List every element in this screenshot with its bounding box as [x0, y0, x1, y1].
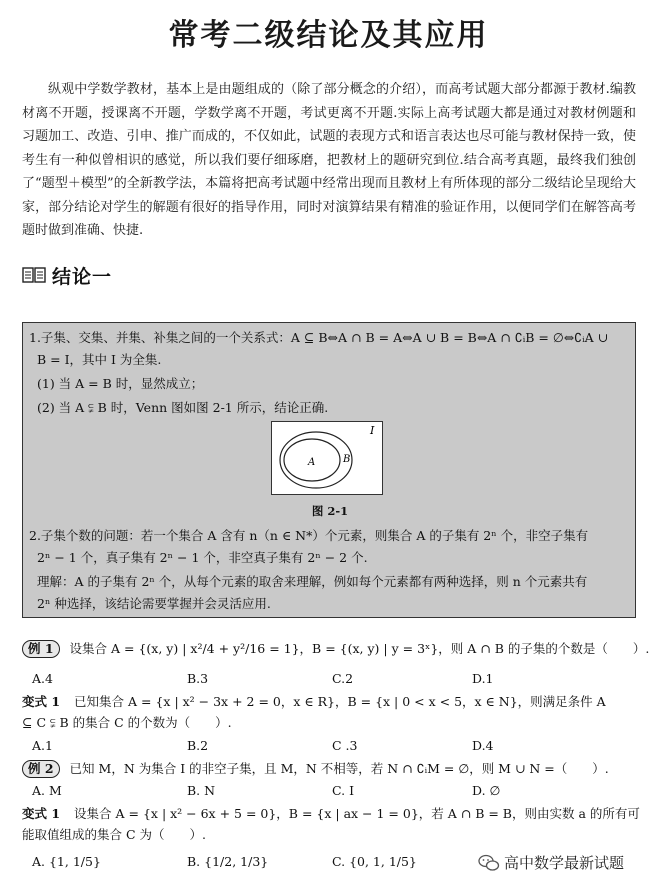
box-line-1: 1.子集、交集、并集、补集之间的一个关系式：A ⊆ B⇔A ∩ B = A⇔A ∪ B = B⇔A ∩ ∁ᵢB = ∅⇔∁ᵢA ∪: [29, 330, 609, 345]
page-title: 常考二级结论及其应用: [168, 18, 489, 53]
venn-diagram: [271, 421, 383, 495]
example-2-options: [32, 783, 632, 801]
venn-set-b: [280, 432, 352, 488]
wechat-icon: [478, 854, 500, 872]
example-1: [22, 640, 649, 658]
box-line-7: 理解：A 的子集有 2ⁿ 个，从每个元素的取舍来理解，例如每个元素都有两种选择，则 n 个元素共有: [37, 574, 588, 589]
variant-1-line-2: ⊆ C ⫋ B 的集合 C 的个数为（ ）.: [22, 715, 232, 730]
venn-svg: [272, 422, 382, 494]
watermark-text: 高中数学最新试题: [504, 854, 625, 872]
figure-caption: 图 2-1: [311, 504, 349, 518]
variant-2-line-2: 能取值组成的集合 C 为（ ）.: [22, 827, 206, 842]
box-line-3: (1) 当 A = B 时，显然成立；: [37, 376, 204, 391]
wechat-watermark: [478, 852, 624, 873]
section-label: 结论一: [52, 265, 113, 288]
example-1-options: [32, 671, 632, 689]
option-c: C. I: [332, 783, 355, 798]
example-2-text: 已知 M，N 为集合 I 的非空子集，且 M，N 不相等，若 N ∩ ∁ᵢM = ∅，则 M ∪ N =（ ）.: [69, 761, 609, 776]
option-b: B. {1/2, 1/3}: [187, 854, 269, 869]
book-icon: [22, 266, 46, 284]
intro-paragraph: 纵观中学数学教材，基本上是由题组成的（除了部分概念的介绍），而高考试题大部分都源于教材.编教材离不开题，授课离不开题，学数学离不开题，考试更离不开题.实际上高考试题大都是通过对教材例题和习题加工、改造、引申、推广而成的，不仅如此，试题的表现方式和语言表达也尽可能与教材保持一致，使考生有一种似曾相识的感觉，所以我们要仔细琢磨，把教材上的题研究到位.结合高考真题，最终我们独创了“题型＋模型”的全新教学法，本篇将把高考试题中经常出现而且教材上有所体现的部分二级结论呈现给大家，部分结论对学生的解题有很好的指导作用，同时对演算结果有精准的验证作用，以便同学们在解答高考题时做到准确、快捷.: [22, 82, 636, 238]
section-heading: [22, 262, 112, 288]
example-1-text: 设集合 A = {(x, y) | x²/4 + y²/16 = 1}，B = {(x, y) | y = 3ˣ}，则 A ∩ B 的子集的个数是（ ）.: [69, 641, 650, 656]
box-line-5: 2.子集个数的问题：若一个集合 A 含有 n（n ∈ N*）个元素，则集合 A 的子集有 2ⁿ 个，非空子集有: [29, 528, 589, 543]
option-d: D. ∅: [472, 783, 501, 798]
option-b: B.3: [187, 671, 209, 686]
venn-label-b: B: [343, 454, 351, 465]
option-d: D.1: [472, 671, 494, 686]
variant-label: 变式 1: [22, 694, 61, 709]
option-d: D.4: [472, 738, 494, 753]
variant-2: [22, 805, 640, 823]
option-a: A.1: [32, 738, 53, 753]
box-line-4: (2) 当 A ⫋ B 时，Venn 图如图 2-1 所示，结论正确.: [37, 400, 329, 415]
variant-2-line-1: 设集合 A = {x | x² − 6x + 5 = 0}，B = {x | ax − 1 = 0}，若 A ∩ B = B，则由实数 a 的所有可: [74, 806, 640, 821]
option-a: A. {1, 1/5}: [32, 854, 101, 869]
option-b: B.2: [187, 738, 209, 753]
box-line-8: 2ⁿ 种选择，该结论需要掌握并会灵活应用.: [37, 596, 271, 611]
example-badge: 例 2: [22, 760, 60, 778]
option-a: A.4: [32, 671, 53, 686]
venn-label-i: I: [370, 424, 375, 437]
option-c: C. {0, 1, 1/5}: [332, 854, 417, 869]
box-line-6: 2ⁿ − 1 个，真子集有 2ⁿ − 1 个，非空真子集有 2ⁿ − 2 个.: [37, 550, 368, 565]
variant-label: 变式 1: [22, 806, 61, 821]
option-a: A. M: [32, 783, 62, 798]
example-2: [22, 760, 609, 778]
variant-1-options: [32, 738, 632, 756]
option-b: B. N: [187, 783, 216, 798]
option-c: C .3: [332, 738, 358, 753]
box-line-2: B = I，其中 I 为全集.: [37, 352, 162, 367]
variant-1-line-1: 已知集合 A = {x | x² − 3x + 2 = 0，x ∈ R}，B = {x | 0 < x < 5，x ∈ N}，则满足条件 A: [74, 694, 606, 709]
conclusion-box: [22, 322, 636, 618]
variant-1: [22, 693, 606, 711]
venn-label-a: A: [308, 457, 316, 468]
example-badge: 例 1: [22, 640, 60, 658]
option-c: C.2: [332, 671, 354, 686]
